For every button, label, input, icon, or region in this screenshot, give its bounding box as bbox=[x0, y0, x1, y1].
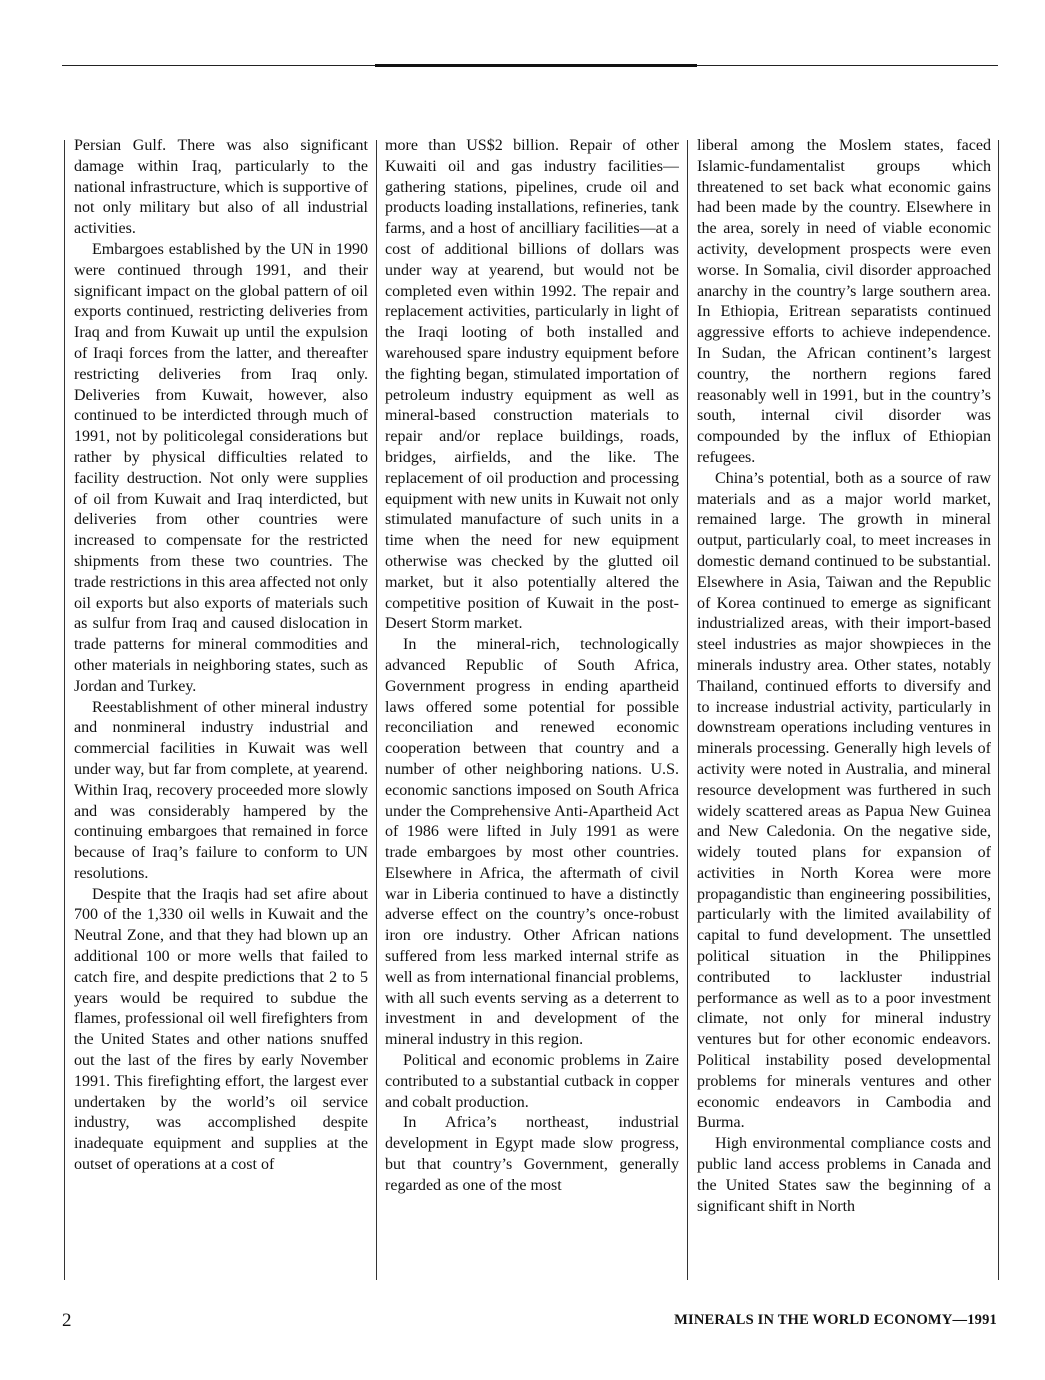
running-title: MINERALS IN THE WORLD ECONOMY—1991 bbox=[674, 1312, 997, 1328]
text-column-1 bbox=[74, 136, 368, 1284]
header-rule-accent bbox=[375, 64, 697, 67]
column-rule-left bbox=[64, 140, 65, 1280]
text-column-2 bbox=[385, 136, 679, 1284]
paragraph: In Africa’s northeast, industrial development in Egypt made slow progress, but that country’s Government, generally regarded as one of the most bbox=[385, 1114, 679, 1194]
page-number: 2 bbox=[62, 1310, 72, 1331]
text-column-3 bbox=[697, 136, 991, 1284]
paragraph: liberal among the Moslem states, faced Islamic-fundamentalist groups which threatened to set back what economic gains had been made by the country. Elsewhere in the area, sorely in need of viable economic activity, development prospects were even worse. In Somalia, civil disorder approached anarchy in the country’s large southern area. In Ethiopia, Eritrean separatists continued aggressive efforts to achieve independence. In Sudan, the African continent’s largest country, the northern regions fared reasonably well in 1991, but in the country’s south, internal civil disorder was compounded by the influx of Ethiopian refugees. bbox=[697, 137, 991, 466]
paragraph: more than US$2 billion. Repair of other Kuwaiti oil and gas industry facilities—gathering stations, pipelines, crude oil and products loading installations, refineries, tank farms, and a host of ancilliary facilities—at a cost of additional billions of dollars was under way at yearend, but would not be completed even within 1992. The repair and replacement activities, particularly in light of the Iraqi looting of both installed and warehoused spare industry equipment before the fighting began, stimulated importation of petroleum industry equipment as well as mineral-based construction materials to repair and/or replace buildings, roads, bridges, airfields, and the like. The replacement of oil production and processing equipment with new units in Kuwait not only stimulated manufacture of such units in a time when the need for new equipment otherwise was checked by the glutted oil market, but it also potentially altered the competitive position of Kuwait in the post-Desert Storm market. bbox=[385, 137, 679, 633]
paragraph: Despite that the Iraqis had set afire about 700 of the 1,330 oil wells in Kuwait and the Neutral Zone, and that they had blown up an additional 100 or more wells that failed to catch fire, and despite predictions that 2 to 5 years would be required to subdue the flames, professional oil well firefighters from the United States and other nations snuffed out the last of the fires by early November 1991. This firefighting effort, the largest ever undertaken by the world’s oil service industry, was accomplished despite inadequate equipment and supplies at the outset of operations at a cost of bbox=[74, 885, 368, 1174]
paragraph: Political and economic problems in Zaire contributed to a substantial cutback in copper and cobalt production. bbox=[385, 1052, 679, 1111]
paragraph: High environmental compliance costs and public land access problems in Canada and the United States saw the beginning of a significant shift in North bbox=[697, 1135, 991, 1215]
paragraph: China’s potential, both as a source of raw materials and as a major world market, remained large. The growth in mineral output, particularly coal, to meet increases in domestic demand continued to be substantial. Elsewhere in Asia, Taiwan and the Republic of Korea continued to emerge as significant industrialized areas, with their import-based steel industries as major showpieces in the minerals industry area. Other states, notably Thailand, continued efforts to diversify and to increase industrial activity, particularly in downstream operations including ventures in minerals processing. Generally high levels of activity were noted in Australia, and mineral resource development was furthered in such widely scattered areas as Papua New Guinea and New Caledonia. On the negative side, widely touted plans for expansion of activities in North Korea were more propagandistic than engineering possibilities, particularly with the limited availability of capital to fund development. The unsettled political situation in the Philippines contributed to lackluster industrial performance as well as to a poor investment climate, not only for mineral industry ventures but for other economic endeavors. Political instability posed developmental problems for minerals ventures and other economic endeavors in Cambodia and Burma. bbox=[697, 469, 991, 1132]
column-rule-2-3 bbox=[687, 140, 688, 1280]
paragraph: Reestablishment of other mineral industry and nonmineral industry industrial and commercial facilities in Kuwait was well under way, but far from complete, at yearend. Within Iraq, recovery proceeded more slowly and was considerably hampered by the continuing embargoes that remained in force because of Iraq’s failure to conform to UN resolutions. bbox=[74, 698, 368, 882]
paragraph: Persian Gulf. There was also significant damage within Iraq, particularly to the national infrastructure, which is supportive of not only military but also of all industrial activities. bbox=[74, 137, 368, 238]
paragraph: Embargoes established by the UN in 1990 were continued through 1991, and their significant impact on the global pattern of oil exports continued, restricting deliveries from Iraq and from Kuwait up until the expulsion of Iraqi forces from the latter, and thereafter restricting deliveries from Iraq only. Deliveries from Kuwait, however, also continued to be interdicted through much of 1991, not by politicolegal considerations but rather by physical difficulties related to facility destruction. Not only were supplies of oil from Kuwait and Iraq interdicted, but deliveries from other countries were increased to compensate for the restricted shipments from these two countries. The trade restrictions in this area affected not only oil exports but also exports of materials such as sulfur from Iraq and caused dislocation in trade patterns for mineral commodities and other materials in neighboring states, such as Jordan and Turkey. bbox=[74, 240, 368, 695]
column-rule-right bbox=[998, 140, 999, 1280]
column-rule-1-2 bbox=[376, 140, 377, 1280]
paragraph: In the mineral-rich, technologically advanced Republic of South Africa, Government progress in ending apartheid laws offered some potential for possible reconciliation and renewed economic cooperation between that country and a number of other neighboring nations. U.S. economic sanctions imposed on South Africa under the Comprehensive Anti-Apartheid Act of 1986 were lifted in July 1991 as were trade embargoes by most other countries. Elsewhere in Africa, the aftermath of civil war in Liberia continued to have a distinctly adverse effect on the country’s once-robust iron ore industry. Other African nations suffered from less marked internal strife as well as from international financial problems, with all such events serving as a deterrent to investment in and development of the mineral industry in this region. bbox=[385, 636, 679, 1049]
